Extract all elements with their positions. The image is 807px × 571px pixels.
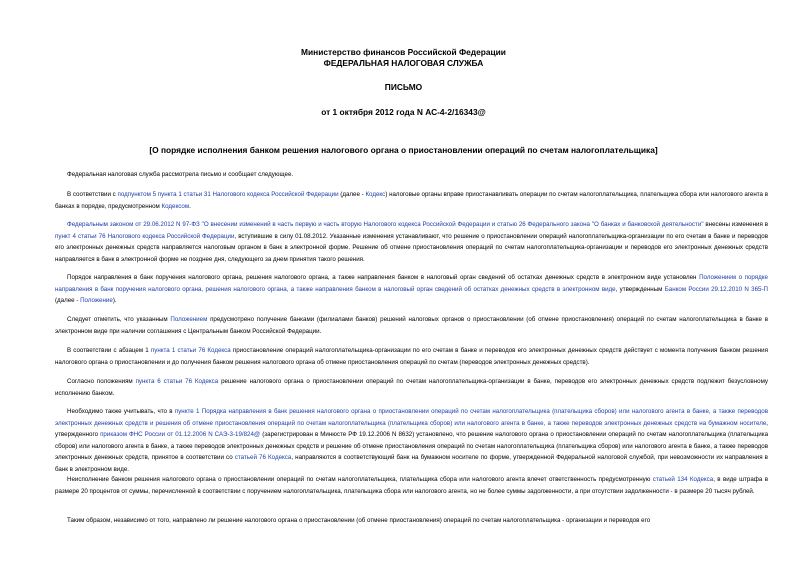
- paragraph-text: Необходимо также учитывать, что в: [67, 408, 175, 415]
- ministry-name: Министерство финансов Российской Федерации: [301, 47, 506, 57]
- paragraph-text: , вступившие в силу 01.08.2012. Указанные изменения устанавливают, что решение о приостановлении операций налогоплательщика-организации по его счетам в банке и переводов его электронных денежных средств направляется налоговым органом в банк в электронной форме. Решение об отмене приостановления операций по счетам налогоплательщика-организации и переводов его электронных денежных средств направляется в банк в электронной форме не позднее дня, следующего за днем принятия такого решения.: [55, 232, 769, 263]
- service-name: ФЕДЕРАЛЬНАЯ НАЛОГОВАЯ СЛУЖБА: [323, 58, 484, 68]
- link-regulation-ref[interactable]: Положением: [170, 316, 208, 323]
- paragraph-text: .: [189, 202, 191, 210]
- paragraph-text: решение налогового органа о приостановлении операций по счетам налогоплательщика-организации в банке, переводов его электронных денежных средств подлежит безусловному исполнению банком.: [55, 378, 768, 397]
- paragraph-text: приостановление операций налогоплательщика-организации по его счетам в банке и переводов его электронных денежных средств действует с момента получения банком решения налогового органа о приостановлении и до получения банком решения налогового органа об отмене приостановления операций по счетам (переводов электронных денежных средств).: [55, 347, 768, 366]
- paragraph-text: Федеральная налоговая служба рассмотрела письмо и сообщает следующее.: [67, 171, 294, 178]
- paragraph-1: [55, 169, 768, 181]
- paragraph-9: [55, 474, 768, 497]
- paragraph-text: предусмотрено получение банками (филиалами банков) решений налоговых органов о приостановлении (об отмене приостановления) операций по счетам налогоплательщика в банке в электронном виде при наличии соглашения с Центральным банком Российской Федерации.: [55, 316, 769, 335]
- paragraph-text: Порядок направления в банк поручения налогового органа, решения налогового органа, а также направления банком в налоговый орган сведений об остатках денежных средств в электронном виде установлен: [67, 274, 700, 281]
- paragraph-2: [55, 189, 768, 212]
- paragraph-text: внесены изменения в: [703, 221, 768, 228]
- paragraph-text: ) налоговые органы вправе приостанавливать операции по счетам налогоплательщика, плательщика сбора или налогового агента в банках в порядке, предусмотренном: [55, 191, 769, 210]
- link-tax-code-art76-p4[interactable]: пункт 4 статьи 76 Налогового кодекса Российской Федерации: [55, 232, 235, 240]
- paragraph-5: [55, 314, 768, 337]
- paragraph-7: [55, 376, 768, 399]
- link-tax-code-art31[interactable]: подпунктом 5 пункта 1 статьи 31 Налогового кодекса Российской Федерации: [117, 191, 339, 198]
- paragraph-text: Следует отметить, что указанным: [67, 316, 171, 323]
- link-procedure[interactable]: пункте 1 Порядка направления в банк решения налогового органа о приостановлении операций по счетам налогоплательщика (плательщика сборов) или налогового агента в банке, а также переводов электронных денежных средств и решения об отмене приостановления операций по счетам налогоплательщика (плательщика сборов) или налогового агента в банке, а также переводов электронных денежных средств на бумажном носителе: [55, 408, 768, 427]
- paragraph-text: В соответствии с: [67, 191, 118, 198]
- link-code-art134[interactable]: статьей 134 Кодекса: [652, 476, 714, 483]
- paragraph-text: ).: [112, 297, 117, 305]
- link-code-2[interactable]: Кодексом: [161, 202, 190, 210]
- link-bank-of-russia[interactable]: Банком России 29.12.2010 N 365-П: [664, 285, 768, 293]
- link-code-art76-p6[interactable]: пункта 6 статьи 76 Кодекса: [135, 378, 219, 385]
- paragraph-text: (зарегистрирован в Минюсте РФ 19.12.2006 N 8632) установлено, что решение налогового органа о приостановлении операций по счетам налогоплательщика (плательщика сборов) или налогового агента в банке, а также переводов электронных денежных средств и решение об отмене приостановления операций по счетам налогоплательщика (плательщика сборов) или налогового агента в банке, а также переводов электронных денежных средств, принятое в соответствии со: [55, 431, 769, 462]
- paragraph-3: [55, 219, 768, 265]
- document-type: ПИСЬМО: [384, 82, 423, 92]
- paragraph-text: (далее -: [55, 297, 81, 305]
- paragraph-6: [55, 345, 768, 368]
- paragraph-text: , в виде штрафа в размере 20 процентов от суммы, перечисленной в соответствии с поручением налогоплательщика, плательщика сбора или налогового агента, но не более суммы задолженности, а при отсутствии задолженности - в размере 20 тысяч рублей.: [55, 476, 768, 495]
- link-code-art76-p1[interactable]: пункта 1 статьи 76 Кодекса: [150, 347, 231, 354]
- paragraph-10: [55, 515, 768, 527]
- paragraph-4: [55, 272, 768, 307]
- paragraph-text: Таким образом, независимо от того, направлено ли решение налогового органа о приостановлении (об отмене приостановления) операций по счетам налогоплательщика - организации и переводов его: [67, 517, 651, 524]
- link-federal-law-97fz[interactable]: Федеральным законом от 29.06.2012 N 97-ФЗ "О внесении изменений в часть первую и часть вторую Налогового кодекса Российской Федерации и статью 26 Федерального закона "О банках и банковской деятельности": [67, 221, 704, 228]
- paragraph-text: , утвержденным: [615, 285, 665, 293]
- paragraph-text: В соответствии с абзацем 1: [67, 347, 151, 354]
- paragraph-text: Согласно положениям: [67, 378, 136, 385]
- paragraph-text: Неисполнение банком решения налогового органа о приостановлении операций по счетам налогоплательщика, плательщика сбора или налогового агента влечет ответственность предусмотренную: [67, 476, 653, 483]
- link-regulation-short[interactable]: Положение: [80, 297, 113, 305]
- link-regulation[interactable]: Положением о порядке направления в банк поручения налогового органа, решения налогового органа, а также направления банком в налоговый орган сведений об остатках денежных средств в электронном виде: [55, 274, 768, 293]
- paragraph-text: , утвержденного: [55, 419, 768, 439]
- document-subject: [О порядке исполнения банком решения налогового органа о приостановлении операций по счетам налогоплательщика]: [149, 145, 658, 155]
- link-code-art76[interactable]: статьей 76 Кодекса: [234, 454, 292, 462]
- paragraph-text: (далее -: [338, 191, 366, 198]
- link-code[interactable]: Кодекс: [365, 191, 386, 198]
- paragraph-8: [55, 406, 768, 476]
- link-fns-order[interactable]: приказом ФНС России от 01.12.2006 N САЭ-3-19/824@: [100, 431, 261, 439]
- paragraph-text: , направляются в соответствующий банк на бумажном носителе по форме, утвержденной Федеральной налоговой службой, при невозможности их направления в банк в электронном виде.: [55, 454, 768, 473]
- document-date-number: от 1 октября 2012 года N АС-4-2/16343@: [321, 107, 486, 117]
